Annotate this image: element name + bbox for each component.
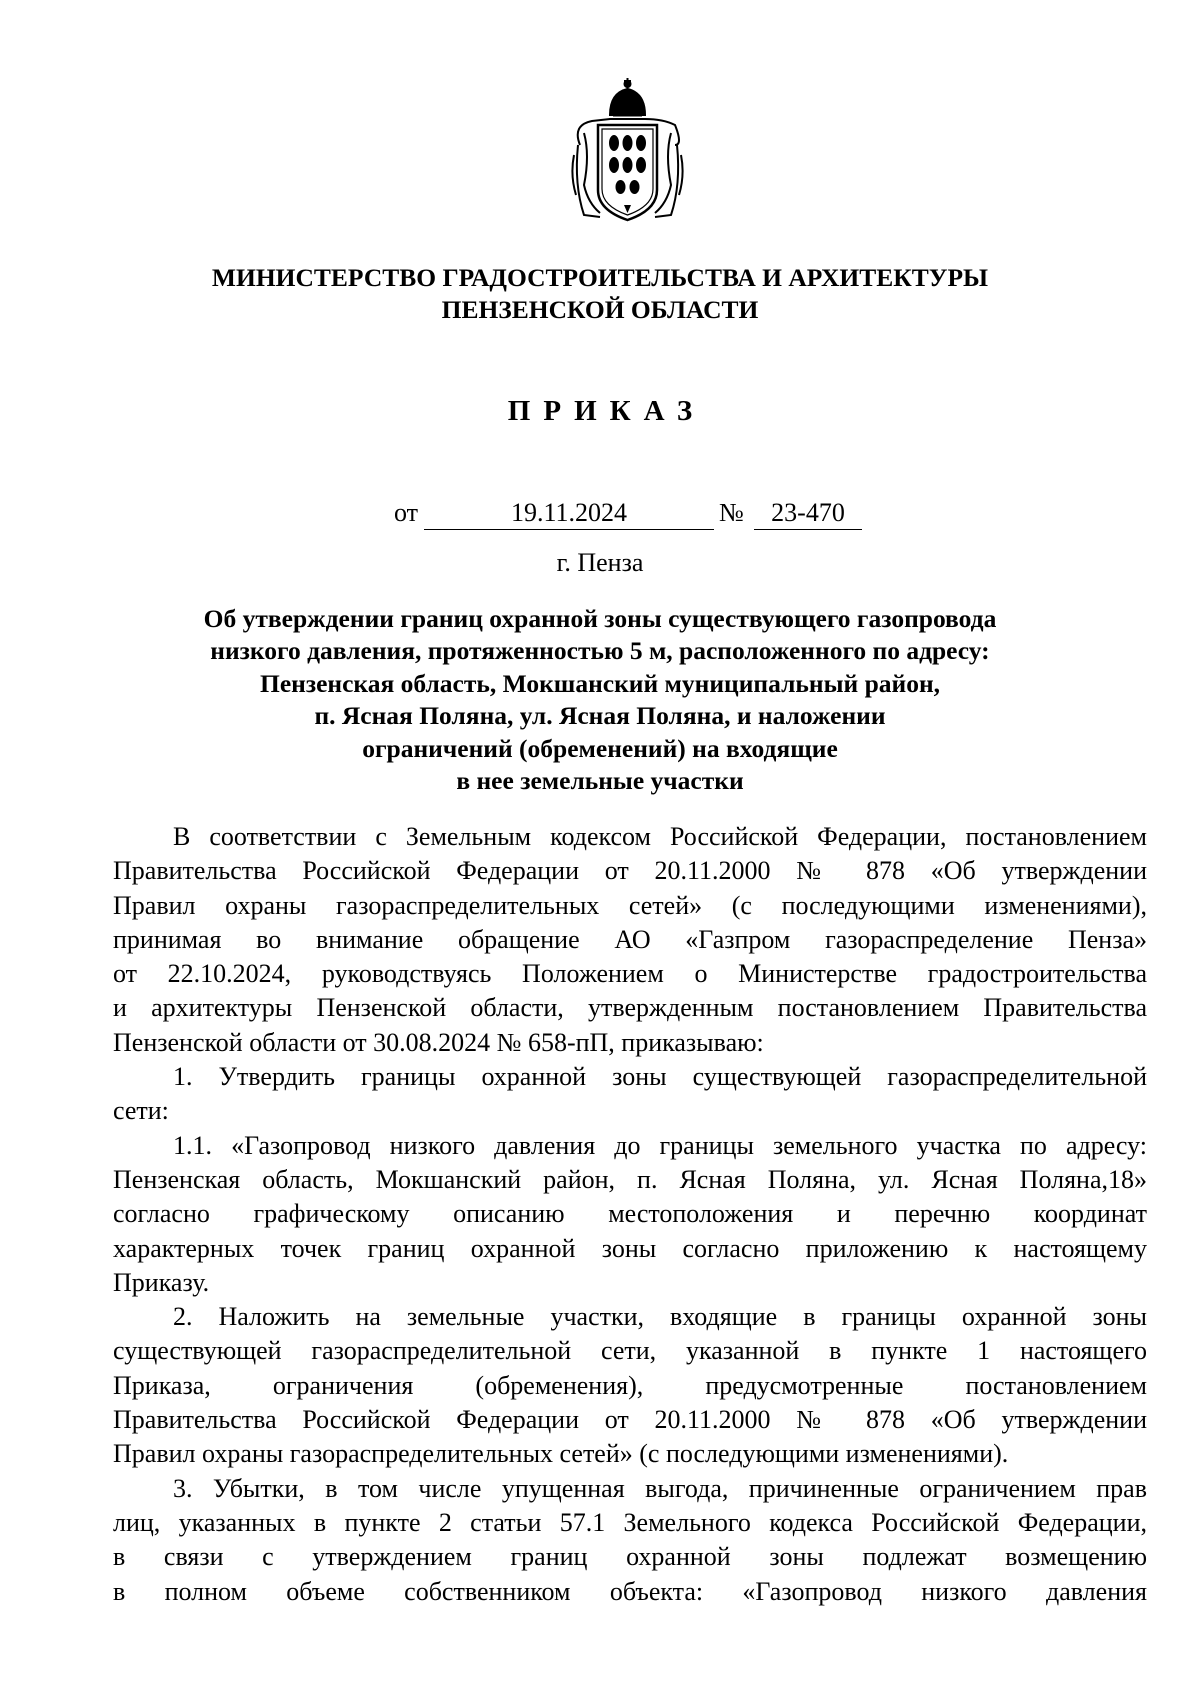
body-line: 1.1. «Газопровод низкого давления до границы земельного участка по адресу:	[173, 1130, 1147, 1160]
body-line: 3. Убытки, в том числе упущенная выгода, причиненные ограничением прав	[173, 1473, 1147, 1503]
document-number: 23-470	[754, 498, 862, 530]
body-line: 2. Наложить на земельные участки, входящие в границы охранной зоны	[173, 1302, 1147, 1332]
ministry-name	[100, 262, 1100, 326]
subject-line: п. Ясная Поляна, ул. Ясная Поляна, и наложении	[314, 701, 886, 731]
body-line: 1. Утвердить границы охранной зоны существующей газораспределительной	[173, 1062, 1147, 1092]
ministry-line-1: МИНИСТЕРСТВО ГРАДОСТРОИТЕЛЬСТВА И АРХИТЕКТУРЫ	[211, 263, 989, 292]
document-type-title: ПРИКАЗ	[507, 395, 706, 427]
body-line: Правил охраны газораспределительных сетей» (с последующими изменениями),	[113, 890, 1147, 920]
body-line: от 22.10.2024, руководствуясь Положением о Министерстве градостроительства	[113, 959, 1147, 989]
body-line: принимая во внимание обращение АО «Газпром газораспределение Пенза»	[113, 924, 1147, 954]
date-prefix: от	[394, 498, 419, 527]
subject-line: ограничений (обременений) на входящие	[362, 733, 838, 763]
date-number-line	[0, 498, 1200, 534]
body-line: Правительства Российской Федерации от 20.11.2000 № 878 «Об утверждении	[113, 1405, 1147, 1435]
body-line: и архитектуры Пензенской области, утвержденным постановлением Правительства	[113, 993, 1147, 1023]
order-body	[113, 820, 1147, 1609]
ministry-line-2: ПЕНЗЕНСКОЙ ОБЛАСТИ	[441, 295, 759, 324]
body-line: Приказа, ограничения (обременения), предусмотренные постановлением	[113, 1370, 1147, 1400]
body-line: лиц, указанных в пункте 2 статьи 57.1 Земельного кодекса Российской Федерации,	[113, 1507, 1147, 1537]
subject-line: Пензенская область, Мокшанский муниципальный район,	[259, 668, 941, 698]
body-line: в связи с утверждением границ охранной зоны подлежат возмещению	[113, 1542, 1147, 1572]
body-line: характерных точек границ охранной зоны согласно приложению к настоящему	[113, 1233, 1147, 1263]
document-date: 19.11.2024	[424, 498, 714, 530]
body-line: согласно графическому описанию местоположения и перечню координат	[113, 1199, 1147, 1229]
body-line: существующей газораспределительной сети, указанной в пункте 1 настоящего	[113, 1336, 1147, 1366]
coat-of-arms-icon	[570, 75, 685, 225]
body-line: Пензенская область, Мокшанский район, п. Ясная Поляна, ул. Ясная Поляна,18»	[113, 1164, 1147, 1194]
body-line: Приказу.	[113, 1267, 210, 1297]
order-subject	[100, 603, 1100, 797]
subject-line: в нее земельные участки	[456, 766, 744, 796]
body-line: сети:	[113, 1096, 169, 1126]
subject-line: Об утверждении границ охранной зоны существующего газопровода	[203, 604, 997, 633]
body-line: Правительства Российской Федерации от 20.11.2000 № 878 «Об утверждении	[113, 856, 1147, 886]
subject-line: низкого давления, протяженностью 5 м, расположенного по адресу:	[210, 636, 990, 666]
body-line: в полном объеме собственником объекта: «Газопровод низкого давления	[113, 1576, 1147, 1606]
number-prefix: №	[719, 498, 744, 527]
body-line: Пензенской области от 30.08.2024 № 658-пП, приказываю:	[113, 1027, 764, 1057]
body-line: Правил охраны газораспределительных сетей» (с последующими изменениями).	[113, 1439, 1009, 1469]
body-line: В соответствии с Земельным кодексом Российской Федерации, постановлением	[173, 822, 1147, 851]
city-label: г. Пенза	[556, 548, 644, 577]
